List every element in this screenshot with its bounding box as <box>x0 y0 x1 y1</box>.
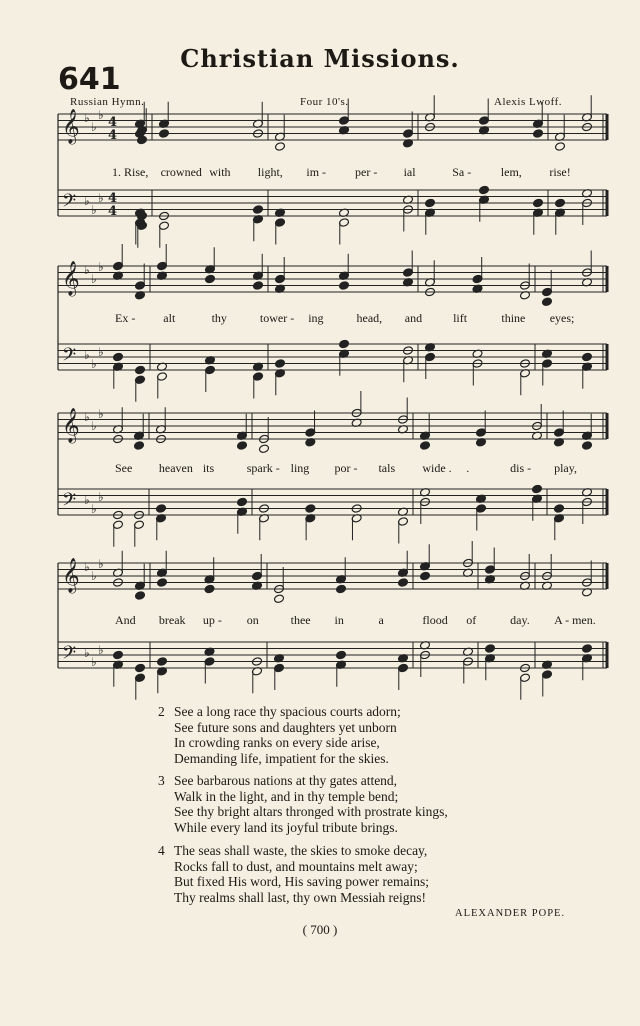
lyric-word: ing <box>308 311 324 325</box>
lyric-word: por - <box>334 461 358 475</box>
lyric-word: See <box>115 461 133 475</box>
note-head <box>582 441 593 451</box>
stanza-line: See barbarous nations at thy gates attend, <box>174 773 398 788</box>
lyric-word: flood <box>422 613 448 627</box>
lyric-word: lem, <box>500 165 522 179</box>
lyric-word: ling <box>290 461 310 475</box>
note-head <box>398 578 409 588</box>
time-signature: 4 <box>108 115 118 130</box>
note-head <box>135 663 146 673</box>
note-head <box>259 444 270 454</box>
lyric-word: up - <box>202 613 222 627</box>
section-title: Christian Missions. <box>180 44 460 73</box>
note-head <box>305 504 316 514</box>
stanza-line: See a long race thy spacious courts adorn; <box>174 704 401 719</box>
stanza-number: 4 <box>158 843 165 858</box>
flat-sign: ♭ <box>91 357 97 371</box>
note-head <box>157 578 168 588</box>
note-head <box>253 205 264 215</box>
time-signature: 4 <box>108 204 118 219</box>
lyric-word: lift <box>453 311 468 325</box>
stanza-line: Thy realms shall last, thy own Messiah reigns! <box>174 889 426 905</box>
stanza-3 <box>158 773 448 835</box>
flat-sign: ♭ <box>98 557 104 571</box>
lyric-word: im - <box>306 165 327 179</box>
flat-sign: ♭ <box>91 203 97 217</box>
stanza-line: But fixed His word, His saving power remains; <box>174 874 429 889</box>
author-credit: ALEXANDER POPE. <box>455 908 566 919</box>
stanza-line: See future sons and daughters yet unborn <box>174 719 397 735</box>
flat-sign: ♭ <box>91 569 97 583</box>
lyric-word: spark - <box>246 461 280 475</box>
flat-sign: ♭ <box>91 419 97 433</box>
time-signature: 4 <box>108 191 118 206</box>
treble-clef: 𝄞 <box>62 109 80 144</box>
note-head <box>425 198 436 208</box>
lyric-word: dis - <box>510 461 532 475</box>
lyric-word: with <box>209 165 231 179</box>
note-head <box>113 352 124 362</box>
note-head <box>582 644 593 654</box>
note-head <box>157 657 168 667</box>
lyric-word: ial <box>403 165 416 179</box>
lyric-word: thee <box>290 613 311 627</box>
stanza-2 <box>158 704 401 766</box>
flat-sign: ♭ <box>98 260 104 274</box>
flat-sign: ♭ <box>98 643 104 657</box>
flat-sign: ♭ <box>98 490 104 504</box>
flat-sign: ♭ <box>91 655 97 669</box>
note-head <box>542 297 553 307</box>
lyric-word: eyes; <box>549 311 575 325</box>
lyric-word: Ex - <box>115 311 136 325</box>
treble-clef: 𝄞 <box>62 408 80 443</box>
note-head <box>485 644 496 654</box>
lyric-word: play, <box>554 461 577 475</box>
lyric-word: its <box>202 461 215 475</box>
note-head <box>582 352 593 362</box>
stanza-line: Demanding life, impatient for the skies. <box>174 750 389 766</box>
note-head <box>253 281 264 291</box>
lyric-word: on <box>246 613 259 627</box>
treble-clef: 𝄞 <box>62 261 80 296</box>
flat-sign: ♭ <box>98 191 104 205</box>
note-head <box>237 497 248 507</box>
note-head <box>134 441 145 451</box>
flat-sign: ♭ <box>91 502 97 516</box>
note-head <box>555 198 566 208</box>
flat-sign: ♭ <box>98 407 104 421</box>
stanza-line: In crowding ranks on every side arise, <box>174 735 380 750</box>
note-head <box>555 142 566 152</box>
stanza-line: Walk in the light, and in thy temple bend; <box>174 788 399 804</box>
lyric-word: And <box>115 613 136 627</box>
flat-sign: ♭ <box>84 111 90 125</box>
note-head <box>336 650 347 660</box>
note-head <box>479 185 490 195</box>
note-head <box>420 571 431 581</box>
lyric-word: rise! <box>549 165 571 179</box>
note-head <box>204 584 215 594</box>
lyric-word: tower - <box>259 311 295 325</box>
lyric-word: heaven <box>158 461 193 475</box>
lyric-word: per - <box>355 165 378 179</box>
note-head <box>156 504 167 514</box>
time-signature: 4 <box>108 128 118 143</box>
treble-clef: 𝄞 <box>62 558 80 593</box>
note-head <box>339 281 350 291</box>
flat-sign: ♭ <box>98 108 104 122</box>
lyric-word: break <box>158 613 186 627</box>
note-head <box>205 274 216 284</box>
lyric-word: and <box>404 311 423 325</box>
lyric-word: light, <box>257 165 283 179</box>
lyric-word: head, <box>356 311 383 325</box>
hymn-number: 641 <box>58 62 121 97</box>
bass-clef: 𝄢 <box>62 643 77 668</box>
note-head <box>532 484 543 494</box>
note-head <box>113 650 124 660</box>
stanza-line: See thy bright altars thronged with prostrate kings, <box>174 804 448 819</box>
lyric-word: crowned <box>160 165 202 179</box>
flat-sign: ♭ <box>91 272 97 286</box>
stanza-line: Rocks fall to dust, and mountains melt away; <box>174 858 418 874</box>
stanza-number: 2 <box>158 704 165 719</box>
lyric-word: of <box>466 613 477 627</box>
flat-sign: ♭ <box>84 348 90 362</box>
lyric-word: a <box>378 613 384 627</box>
lyric-word: wide . <box>422 461 452 475</box>
note-head <box>135 591 146 601</box>
flat-sign: ♭ <box>84 263 90 277</box>
lyric-word: A - men. <box>554 613 596 627</box>
page-number: ( 700 ) <box>302 922 338 937</box>
note-head <box>135 365 146 375</box>
flat-sign: ♭ <box>84 410 90 424</box>
note-head <box>275 359 286 369</box>
bass-clef: 𝄢 <box>62 490 77 515</box>
note-head <box>339 339 350 349</box>
stanza-4 <box>158 843 429 905</box>
stanza-line: The seas shall waste, the skies to smoke decay, <box>174 843 428 858</box>
note-head <box>274 594 285 604</box>
lyric-word: . <box>466 461 470 475</box>
composer: Alexis Lwoff. <box>494 96 563 108</box>
tune-name: Russian Hymn. <box>70 96 145 108</box>
lyric-word: 1. Rise, <box>112 165 149 179</box>
note-head <box>533 198 544 208</box>
note-head <box>554 504 565 514</box>
bass-clef: 𝄢 <box>62 191 77 216</box>
flat-sign: ♭ <box>91 120 97 134</box>
flat-sign: ♭ <box>98 345 104 359</box>
lyric-word: thy <box>211 311 227 325</box>
lyric-word: in <box>334 613 344 627</box>
note-head <box>159 129 170 139</box>
lyric-word: alt <box>163 311 176 325</box>
note-head <box>420 441 431 451</box>
note-head <box>275 142 286 152</box>
flat-sign: ♭ <box>84 646 90 660</box>
note-head <box>533 129 544 139</box>
flat-sign: ♭ <box>84 493 90 507</box>
stanza-number: 3 <box>158 773 165 788</box>
lyric-word: Sa - <box>452 165 472 179</box>
lyric-word: tals <box>378 461 396 475</box>
lyric-word: thine <box>501 311 526 325</box>
note-head <box>336 584 347 594</box>
lyric-word: day. <box>510 613 530 627</box>
flat-sign: ♭ <box>84 560 90 574</box>
note-head <box>237 441 248 451</box>
stanza-line: While every land its joyful tribute brings. <box>174 819 398 835</box>
bass-clef: 𝄢 <box>62 345 77 370</box>
meter: Four 10's. <box>300 96 349 108</box>
flat-sign: ♭ <box>84 194 90 208</box>
